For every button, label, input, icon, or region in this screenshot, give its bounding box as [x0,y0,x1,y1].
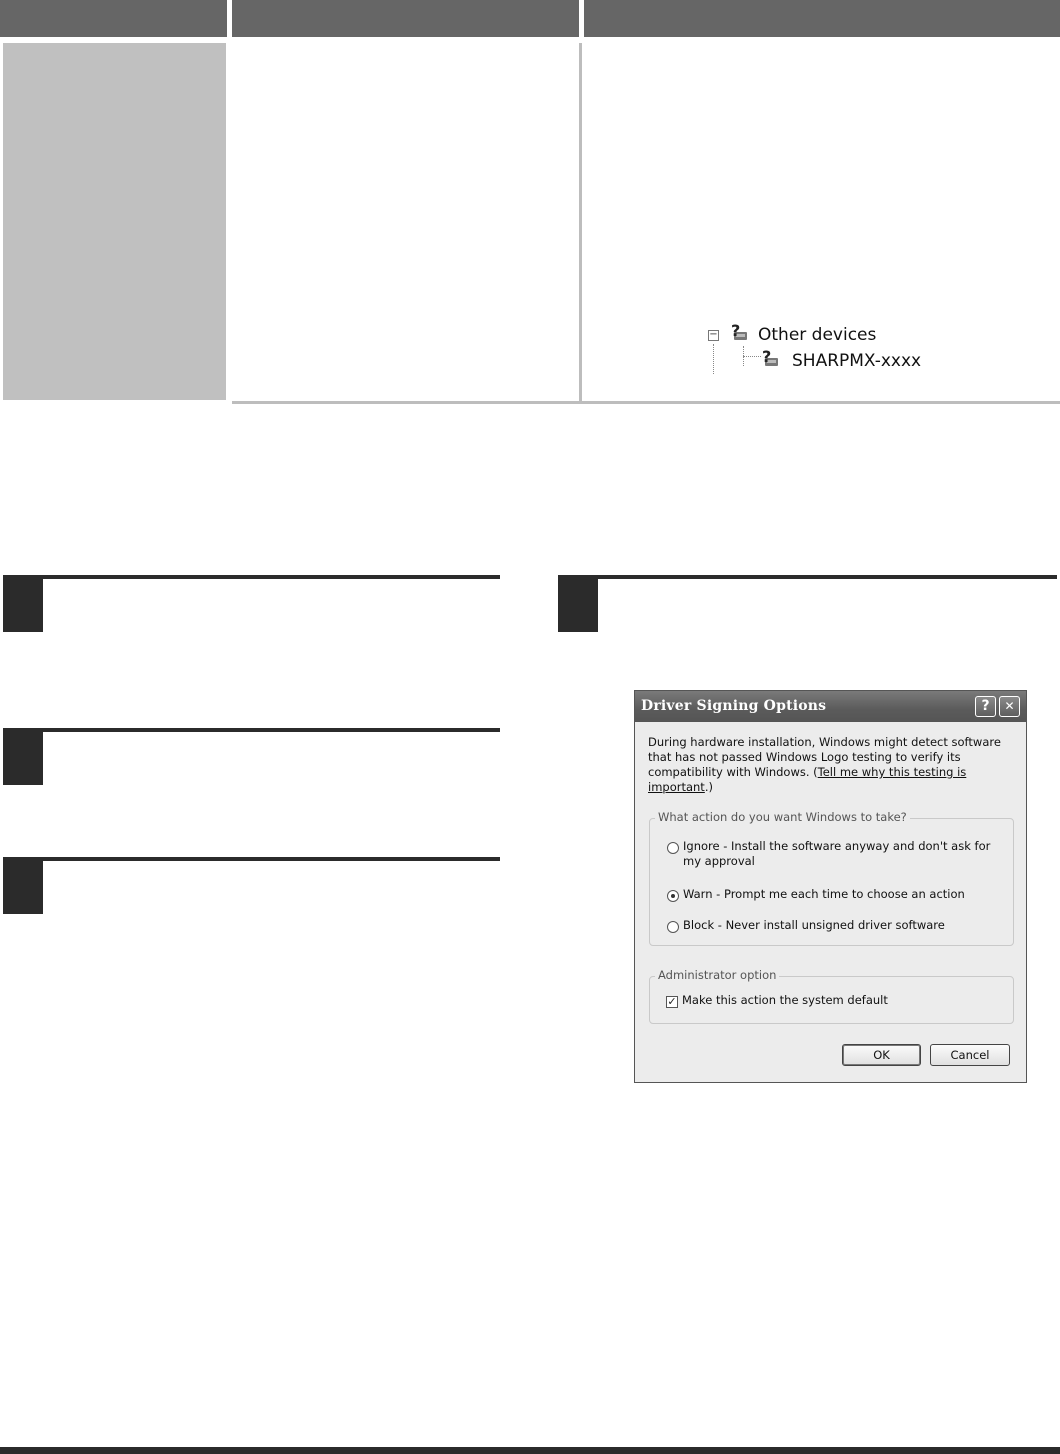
sharp-device-icon [759,347,781,369]
dialog-titlebar[interactable] [635,691,1026,722]
table-header-col-3 [584,0,1060,37]
admin-group [649,968,1014,1024]
table-header-col-2 [232,0,579,37]
radio-option-warn[interactable] [665,889,1005,905]
description-text: During hardware installation, Windows might detect software that has not passed Windows Logo testing to verify its compatibility with Windows. ( [648,735,1001,779]
radio-block[interactable] [667,921,679,933]
help-button[interactable] [975,696,996,717]
why-testing-link[interactable]: Tell me why this testing is important [648,765,967,794]
system-default-label: Make this action the system default [682,993,888,1007]
system-default-option[interactable] [665,995,1005,1011]
admin-group-legend: Administrator option [655,968,779,982]
dialog-title: Driver Signing Options [641,698,827,714]
tree-item-label: Other devices [758,325,877,345]
step-number-box [3,729,43,785]
close-icon: ✕ [1004,699,1015,713]
step-number-box [3,858,43,914]
cancel-button-label: Cancel [950,1048,990,1062]
device-tree [706,322,946,382]
help-icon: ? [981,698,990,714]
svg-text:?: ? [762,347,772,366]
driver-signing-dialog [634,690,1027,1083]
action-group-legend: What action do you want Windows to take? [655,810,910,824]
check-icon: ✓ [667,995,677,1008]
ok-button-label: OK [873,1048,890,1062]
tree-item-other-devices[interactable] [758,324,876,346]
radio-warn[interactable] [667,890,679,902]
radio-warn-label: Warn - Prompt me each time to choose an action [683,887,965,901]
tree-item-sharp-device[interactable] [792,350,921,372]
radio-ignore[interactable] [667,842,679,854]
radio-ignore-label: Ignore - Install the software anyway and don't ask for my approval [683,839,991,868]
tree-item-label: SHARPMX-xxxx [792,351,922,371]
action-group [649,810,1014,946]
radio-option-block[interactable] [665,920,1005,936]
dialog-description [648,735,1018,795]
table-header-col-1 [0,0,227,37]
ok-button[interactable] [842,1044,921,1066]
page-footer-bar [0,1447,1060,1454]
table-column-divider [579,43,582,404]
step-header-rule [558,575,1057,579]
step-header-rule [3,575,500,579]
table-row-divider [232,401,1060,404]
description-end: .) [704,780,713,794]
collapse-minus-glyph: − [709,329,718,340]
step-header-rule [3,857,500,861]
svg-text:?: ? [731,321,741,340]
table-row-label-cell [3,43,226,400]
step-number-box [558,576,598,632]
close-button[interactable] [999,696,1020,717]
other-devices-icon [728,321,750,343]
cancel-button[interactable] [930,1044,1010,1066]
collapse-toggle[interactable] [708,330,719,341]
radio-option-ignore[interactable] [665,841,1005,871]
radio-block-label: Block - Never install unsigned driver software [683,918,945,932]
step-number-box [3,576,43,632]
system-default-checkbox[interactable] [666,996,678,1008]
step-header-rule [3,728,500,732]
